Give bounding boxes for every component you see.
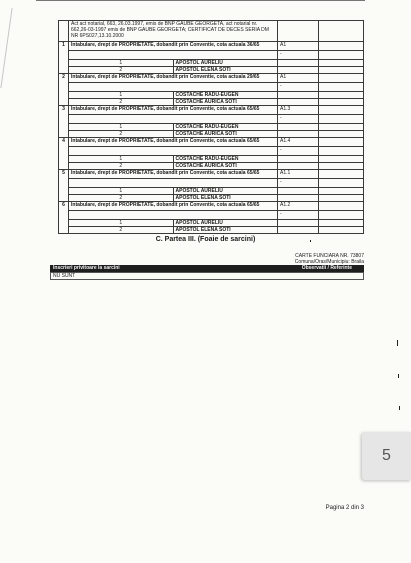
owner-row [59,156,364,163]
owner-ref-blank [278,131,319,138]
entry-number: 2 [59,74,69,106]
carte-funciara-number: CARTE FUNCIARA NR. 73807 [295,253,364,259]
owner-notes-blank [319,156,364,163]
entry-notes-blank [319,147,364,156]
owner-notes-blank [319,220,364,227]
entry-number: 4 [59,138,69,170]
owner-number: 1 [69,92,174,99]
owner-row [59,60,364,67]
page-tab-badge[interactable]: 5 [362,432,411,480]
owner-name: APOSTOL AURELIU [173,188,278,195]
owner-ref-blank [278,99,319,106]
entry-reference-dash: - [278,179,319,188]
owner-ref-blank [278,163,319,170]
owner-ref-blank [278,124,319,131]
owner-notes-blank [319,227,364,234]
owner-name: COSTACHE RADU-EUGEN [173,156,278,163]
entry-blank [69,211,278,220]
entry-blank-row [59,83,364,92]
entry-title-row [59,74,364,83]
owner-ref-blank [278,195,319,202]
entry-reference-dash: - [278,211,319,220]
entry-reference: A1.1 [278,170,319,179]
entry-blank-row [59,115,364,124]
scan-edge-mark [0,8,26,88]
entry-blank [69,115,278,124]
owner-notes-blank [319,124,364,131]
entry-blank-row [59,147,364,156]
header-note-line: 662,26-03-1997 emis de BNP GAUBE GEORGETA; CERTIFICAT DE DECES SERIA DM [71,27,269,33]
ownership-table [58,20,364,234]
entry-blank [69,147,278,156]
owner-notes-blank [319,131,364,138]
entry-title: Intabulare, drept de PROPRIETATE, dobandit prin Conventie, cota actuala 65/65 [69,138,278,147]
owner-number: 1 [69,156,174,163]
top-border [36,0,365,1]
owner-notes-blank [319,188,364,195]
sarcini-header-left: Inscrieri privitoare la sarcini [53,265,120,271]
owner-notes-blank [319,163,364,170]
owner-number: 1 [69,60,174,67]
entry-notes [319,106,364,115]
owner-notes-blank [319,60,364,67]
owner-notes-blank [319,92,364,99]
owner-number: 1 [69,220,174,227]
owner-row [59,188,364,195]
owner-number: 1 [69,188,174,195]
owner-name: APOSTOL AURELIU [173,220,278,227]
entry-notes-blank [319,83,364,92]
owner-number: 1 [69,124,174,131]
entry-title-row [59,106,364,115]
entry-number: 3 [59,106,69,138]
entry-notes-blank [319,211,364,220]
entry-notes-blank [319,115,364,124]
entry-notes [319,42,364,51]
entry-blank [69,83,278,92]
header-note-cell [69,21,278,42]
owner-notes-blank [319,67,364,74]
scan-mark [397,340,398,346]
scan-mark [398,374,399,378]
entry-title-row [59,170,364,179]
page-footer: Pagina 2 din 3 [325,505,364,511]
entry-number: 1 [59,42,69,74]
entry-reference: A1.2 [278,202,319,211]
entry-reference-dash: - [278,147,319,156]
owner-row [59,163,364,170]
entry-title-row [59,42,364,51]
sarcini-value-row: NU SUNT [50,272,364,280]
owner-notes-blank [319,99,364,106]
owner-ref-blank [278,156,319,163]
owner-row [59,220,364,227]
owner-name: COSTACHE RADU-EUGEN [173,92,278,99]
header-note-line: Act act notarial, 663, 26.03.1997, emis de BNP GAUBE GEORGETA, act notarial nr. [71,21,258,27]
entry-title-row [59,138,364,147]
owner-name: APOSTOL ELENA SOTI [173,227,278,234]
entry-blank [69,51,278,60]
owner-name: APOSTOL ELENA SOTI [173,67,278,74]
entry-notes [319,202,364,211]
owner-number: 2 [69,163,174,170]
entry-notes [319,138,364,147]
owner-row [59,131,364,138]
entry-number: 5 [59,170,69,202]
owner-number: 2 [69,99,174,106]
entry-reference: A1 [278,74,319,83]
entry-title: Intabulare, drept de PROPRIETATE, dobandit prin Conventie, cota actuala 65/65 [69,170,278,179]
entry-title: Intabulare, drept de PROPRIETATE, dobandit prin Conventie, cota actuala 65/65 [69,202,278,211]
entry-reference-dash: - [278,83,319,92]
owner-ref-blank [278,220,319,227]
owner-notes-blank [319,195,364,202]
entry-reference-dash: - [278,115,319,124]
owner-name: APOSTOL AURELIU [173,60,278,67]
entry-notes [319,74,364,83]
owner-row [59,124,364,131]
entry-number: 6 [59,202,69,234]
entry-blank-row [59,211,364,220]
entry-title-row [59,202,364,211]
carte-funciara-locality: Comuna/Oras/Municipiu: Braila [294,259,364,265]
owner-name: COSTACHE RADU-EUGEN [173,124,278,131]
header-note-line: NR 6PS027,13.10.2000 [71,33,124,39]
owner-number: 2 [69,67,174,74]
sarcini-header [50,265,364,272]
section-title: C. Partea III. (Foaie de sarcini) [155,236,256,243]
entry-blank-row [59,51,364,60]
owner-number: 2 [69,131,174,138]
owner-row [59,195,364,202]
scan-mark [310,240,311,242]
entry-reference-dash: - [278,51,319,60]
sarcini-header-right: Observatii / Referinte [301,265,352,271]
owner-ref-blank [278,92,319,99]
entry-reference: A1.4 [278,138,319,147]
owner-ref-blank [278,227,319,234]
entry-notes-blank [319,51,364,60]
owner-name: APOSTOL ELENA SOTI [173,195,278,202]
owner-name: COSTACHE AURICA SOTI [173,99,278,106]
owner-number: 2 [69,227,174,234]
entry-blank [69,179,278,188]
scan-mark [399,406,400,410]
entry-title: Intabulare, drept de PROPRIETATE, dobandit prin Conventie, cota actuala 65/65 [69,106,278,115]
owner-row [59,227,364,234]
owner-ref-blank [278,67,319,74]
owner-ref-blank [278,60,319,67]
owner-ref-blank [278,188,319,195]
carte-funciara-block [295,253,364,265]
owner-row [59,92,364,99]
entry-title: Intabulare, drept de PROPRIETATE, dobandit prin Conventie, cota actuala 29/65 [69,74,278,83]
owner-name: COSTACHE AURICA SOTI [173,131,278,138]
entry-reference: A1 [278,42,319,51]
entry-title: Intabulare, drept de PROPRIETATE, dobandit prin Conventie, cota actuala 36/65 [69,42,278,51]
header-note-row [59,21,364,42]
entry-notes-blank [319,179,364,188]
owner-number: 2 [69,195,174,202]
entry-reference: A1.3 [278,106,319,115]
owner-row [59,99,364,106]
owner-name: COSTACHE AURICA SOTI [173,163,278,170]
owner-row [59,67,364,74]
entry-blank-row [59,179,364,188]
entry-notes [319,170,364,179]
